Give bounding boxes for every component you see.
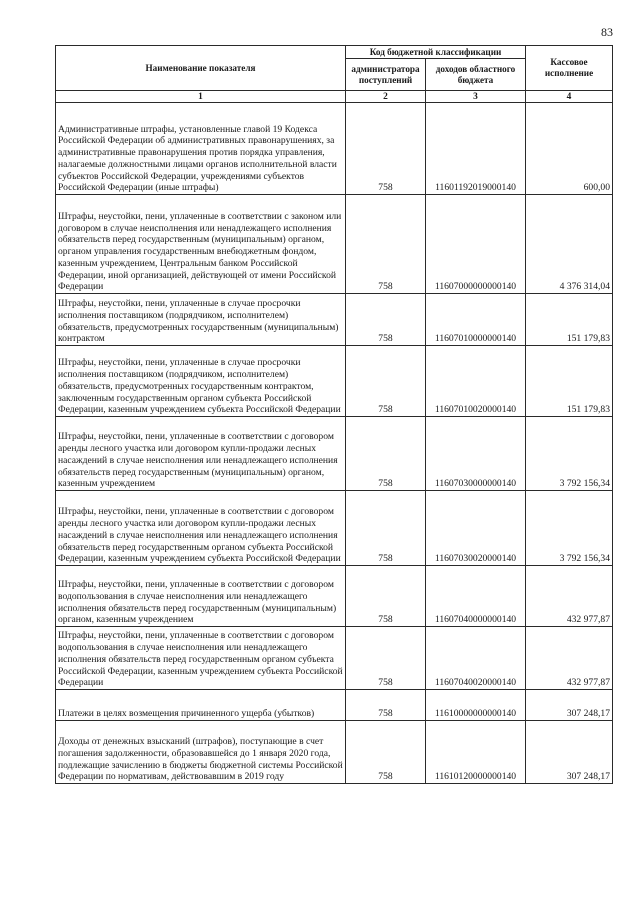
cash-amount: 3 792 156,34 — [526, 417, 613, 491]
table-row — [56, 417, 613, 491]
income-code: 11607010020000140 — [426, 346, 526, 417]
income-code: 11601192019000140 — [426, 103, 526, 195]
cash-amount: 432 977,87 — [526, 566, 613, 627]
column-number: 4 — [526, 91, 613, 103]
indicator-name: Административные штрафы, установленные главой 19 Кодекса Российской Федерации об административных правонарушениях, за административные правонарушения против порядка управления, налагаемые должностными лицами органов исполнительной власти субъектов Российской Федерации, учреждениями субъектов Российской Федерации (иные штрафы) — [56, 103, 346, 195]
indicator-name: Штрафы, неустойки, пени, уплаченные в соответствии с договором водопользования в случае неисполнения или ненадлежащего исполнения обязательств перед государственным (муниципальным) органом, казенным учреждением — [56, 566, 346, 627]
budget-revenue-table — [55, 45, 613, 784]
income-code: 11607040000000140 — [426, 566, 526, 627]
admin-code: 758 — [346, 195, 426, 294]
indicator-name: Штрафы, неустойки, пени, уплаченные в соответствии с законом или договором в случае неисполнения или ненадлежащего исполнения обязательств перед государственным (муниципальным) органом, органом управления государственным внебюджетным фондом, казенным учреждением, Центральным банком Российской Федерации, иной организацией, действующей от имени Российской Федерации — [56, 195, 346, 294]
indicator-name: Доходы от денежных взысканий (штрафов), поступающие в счет погашения задолженности, образовавшейся до 1 января 2020 года, подлежащие зачислению в бюджеты бюджетной системы Российской Федерации по нормативам, действовавшим в 2019 году — [56, 721, 346, 784]
admin-code: 758 — [346, 690, 426, 721]
income-code: 11607030000000140 — [426, 417, 526, 491]
admin-code: 758 — [346, 346, 426, 417]
header-indicator-name: Наименование показателя — [56, 46, 346, 91]
header-classification-code: Код бюджетной классификации — [346, 46, 526, 59]
indicator-name: Штрафы, неустойки, пени, уплаченные в соответствии с договором водопользования в случае неисполнения или ненадлежащего исполнения обязательств перед государственным органом субъекта Российской Федерации, казенным учреждением субъекта Российской Федерации — [56, 627, 346, 690]
cash-amount: 151 179,83 — [526, 294, 613, 346]
admin-code: 758 — [346, 417, 426, 491]
admin-code: 758 — [346, 103, 426, 195]
page-number: 83 — [601, 25, 613, 39]
column-number: 2 — [346, 91, 426, 103]
table-row — [56, 627, 613, 690]
indicator-name: Штрафы, неустойки, пени, уплаченные в случае просрочки исполнения поставщиком (подрядчиком, исполнителем) обязательств, предусмотренных государственным контрактом, заключенным государственным органом субъекта Российской Федерации, казенным учреждением субъекта Российской Федерации — [56, 346, 346, 417]
table-row — [56, 566, 613, 627]
income-code: 11607010000000140 — [426, 294, 526, 346]
table-row — [56, 294, 613, 346]
column-number-row — [56, 91, 613, 103]
cash-amount: 151 179,83 — [526, 346, 613, 417]
table-row — [56, 690, 613, 721]
indicator-name: Штрафы, неустойки, пени, уплаченные в случае просрочки исполнения поставщиком (подрядчиком, исполнителем) обязательств, предусмотренных государственным (муниципальным) контрактом — [56, 294, 346, 346]
income-code: 11610000000000140 — [426, 690, 526, 721]
header-cash-execution: Кассовое исполнение — [526, 46, 613, 91]
income-code: 11607000000000140 — [426, 195, 526, 294]
cash-amount: 3 792 156,34 — [526, 491, 613, 566]
indicator-name: Платежи в целях возмещения причиненного ущерба (убытков) — [56, 690, 346, 721]
admin-code: 758 — [346, 491, 426, 566]
admin-code: 758 — [346, 294, 426, 346]
income-code: 11607030020000140 — [426, 491, 526, 566]
header-income-code: доходов областного бюджета — [426, 59, 526, 91]
table-row — [56, 346, 613, 417]
indicator-name: Штрафы, неустойки, пени, уплаченные в соответствии с договором аренды лесного участка или договором купли-продажи лесных насаждений в случае неисполнения или ненадлежащего исполнения обязательств перед государственным органом субъекта Российской Федерации, казенным учреждением субъекта Российской Федерации — [56, 491, 346, 566]
cash-amount: 432 977,87 — [526, 627, 613, 690]
header-admin-code: администратора поступлений — [346, 59, 426, 91]
table-row — [56, 491, 613, 566]
income-code: 11610120000000140 — [426, 721, 526, 784]
column-number: 1 — [56, 91, 346, 103]
cash-amount: 4 376 314,04 — [526, 195, 613, 294]
table-row — [56, 195, 613, 294]
cash-amount: 307 248,17 — [526, 690, 613, 721]
cash-amount: 600,00 — [526, 103, 613, 195]
table-row — [56, 721, 613, 784]
indicator-name: Штрафы, неустойки, пени, уплаченные в соответствии с договором аренды лесного участка или договором купли-продажи лесных насаждений в случае неисполнения или ненадлежащего исполнения обязательств перед государственным (муниципальным) органом, казенным учреждением — [56, 417, 346, 491]
admin-code: 758 — [346, 721, 426, 784]
admin-code: 758 — [346, 566, 426, 627]
income-code: 11607040020000140 — [426, 627, 526, 690]
cash-amount: 307 248,17 — [526, 721, 613, 784]
table-row — [56, 103, 613, 195]
column-number: 3 — [426, 91, 526, 103]
admin-code: 758 — [346, 627, 426, 690]
